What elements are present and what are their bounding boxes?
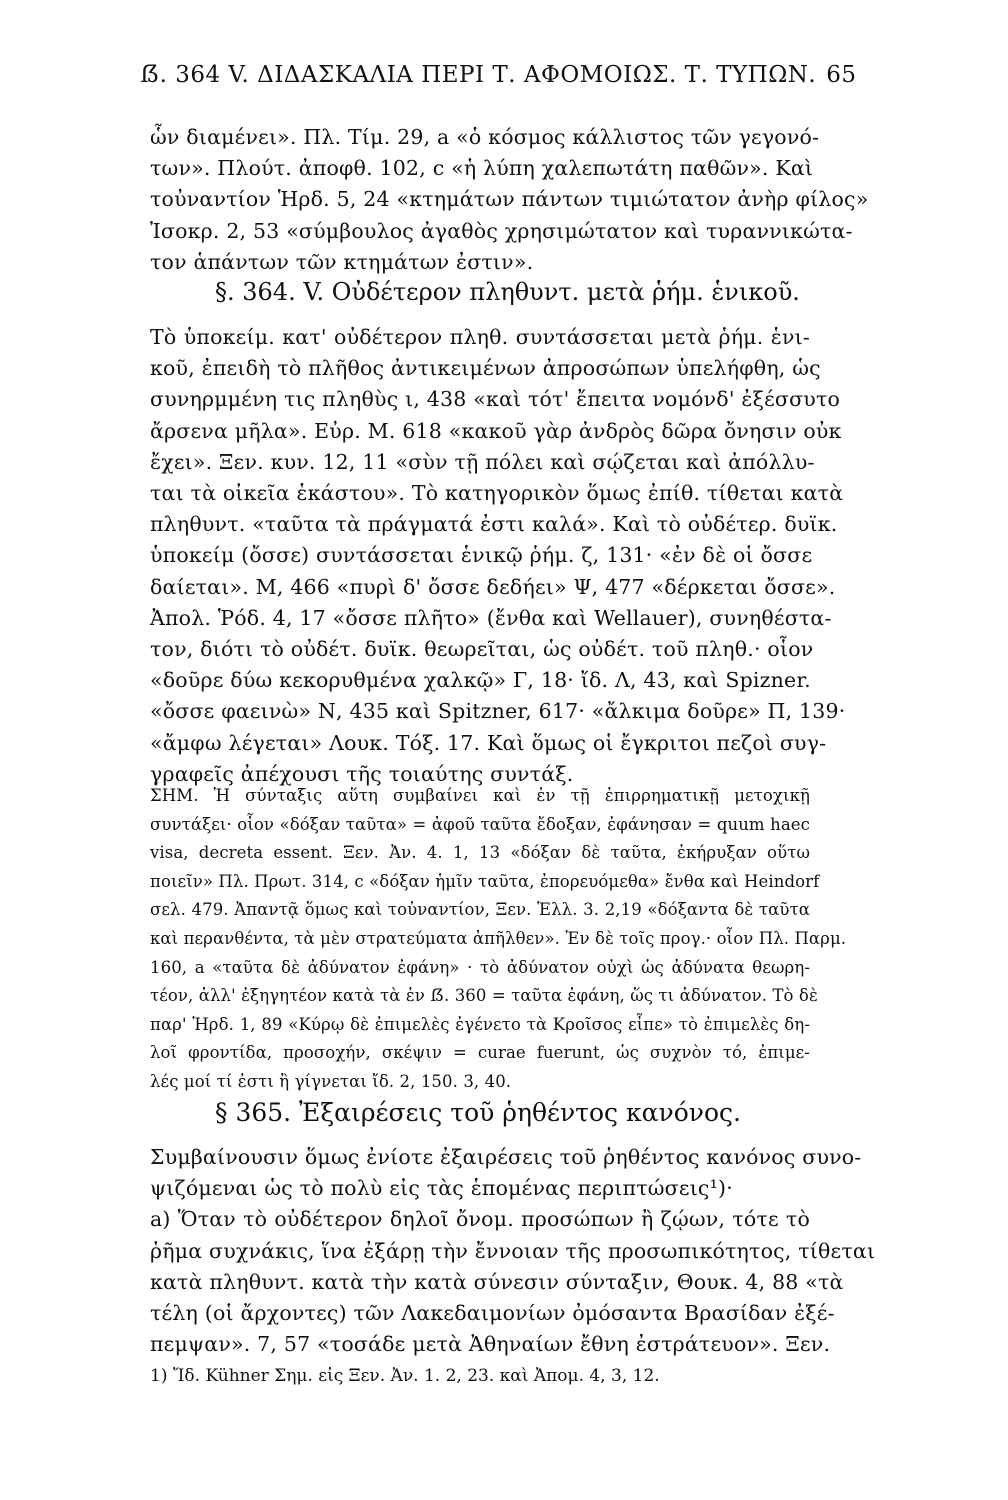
text-line: ῥῆμα συχνάκις, ἵνα ἐξάρῃ τὴν ἔννοιαν τῆς προσωπικότητος, τίθεται	[150, 1238, 876, 1263]
text-line: ψιζόμεναι ὡς τὸ πολὺ εἰς τὰς ἑπομένας περιπτώσεις¹)·	[150, 1176, 733, 1201]
text-line: «ὄσσε φαεινὼ» Ν, 435 καὶ Spitzner, 617· «ἄλκιμα δοῦρε» Π, 139·	[150, 699, 846, 724]
text-line: ὑποκείμ (ὄσσε) συντάσσεται ἑνικῷ ῥήμ. ζ, 131· «ἐν δὲ οἱ ὄσσε	[150, 543, 813, 568]
text-line: κοῦ, ἐπειδὴ τὸ πλῆθος ἀντικειμένων ἀπροσώπων ὑπελήφθη, ὡς	[150, 356, 821, 381]
section-364-heading: §. 364. V. Οὐδέτερον πληθυντ. μετὰ ῥήμ. ἑνικοῦ.	[215, 278, 800, 306]
text-line: ὧν διαμένει». Πλ. Τίμ. 29, a «ὁ κόσμος κάλλιστος τῶν γεγονό-	[150, 125, 820, 149]
intro-paragraph	[150, 122, 869, 278]
text-line: πεμψαν». 7, 57 «τοσάδε μετὰ Ἀθηναίων ἔθνη ἐστράτευον». Ξεν.	[150, 1332, 831, 1357]
note-line: καὶ περανθέντα, τὰ μὲν στρατεύματα ἀπῆλθεν». Ἐν δὲ τοῖς προγ.· οἷον Πλ. Παρμ.	[150, 928, 847, 948]
note-line: λοῖ φροντίδα, προσοχήν, σκέψιν = curae fuerunt, ὡς συχνὸν τό, ἐπιμε-	[150, 1043, 810, 1063]
section-365-heading: § 365. Ἐξαιρέσεις τοῦ ῥηθέντος κανόνος.	[215, 1098, 741, 1127]
text-line: Συμβαίνουσιν ὅμως ἐνίοτε ἐξαιρέσεις τοῦ ῥηθέντος κανόνος συνο-	[150, 1145, 862, 1169]
footnote: 1) Ἴδ. Kühner Σημ. εἰς Ξεν. Ἀν. 1. 2, 23. καὶ Ἀπομ. 4, 3, 12.	[150, 1366, 660, 1386]
note-line: σελ. 479. Ἀπαντᾷ ὅμως καὶ τοὐναντίον, Ξεν. Ἑλλ. 3. 2,19 «δόξαντα δὲ ταῦτα	[150, 900, 810, 920]
running-head-title: ẞ. 364 V. ΔΙΔΑΣΚΑΛΙΑ ΠΕΡΙ Τ. ΑΦΟΜΟΙΩΣ. Τ. ΤΥΠΩΝ.	[140, 62, 817, 88]
note-line: visa, decreta essent. Ξεν. Ἀν. 4. 1, 13 «δόξαν δὲ ταῦτα, ἐκήρυξαν οὕτω	[150, 843, 810, 863]
note-line: παρ' Ἡρδ. 1, 89 «Κύρῳ δὲ ἐπιμελὲς ἐγένετο τὰ Κροῖσος εἶπε» τὸ ἐπιμελὲς δη-	[150, 1014, 810, 1034]
note-line: 160, a «ταῦτα δὲ ἀδύνατον ἐφάνη» · τὸ ἀδύνατον οὐχὶ ὡς ἀδύνατα θεωρη-	[150, 957, 810, 977]
page-number: 65	[826, 62, 857, 88]
text-line: ται τὰ οἰκεῖα ἑκάστου». Τὸ κατηγορικὸν ὅμως ἐπίθ. τίθεται κατὰ	[150, 481, 844, 506]
text-line: Ἀπολ. Ῥόδ. 4, 17 «ὄσσε πλῆτο» (ἔνθα καὶ Wellauer), συνηθέστα-	[150, 605, 832, 630]
text-line: a) Ὅταν τὸ οὐδέτερον δηλοῖ ὄνομ. προσώπων ἢ ζῴων, τότε τὸ	[150, 1207, 810, 1232]
text-line: κατὰ πληθυντ. κατὰ τὴν κατὰ σύνεσιν σύνταξιν, Θουκ. 4, 88 «τὰ	[150, 1269, 844, 1294]
note-line: λές μοί τί ἐστι ἢ γίγνεται ἴδ. 2, 150. 3, 40.	[150, 1071, 512, 1091]
text-line: «δοῦρε δύω κεκορυθμένα χαλκῷ» Γ, 18· ἴδ. Λ, 43, καὶ Spizner.	[150, 668, 811, 693]
running-head	[140, 62, 857, 88]
note-line: ΣΗΜ. Ἡ σύνταξις αὕτη συμβαίνει καὶ ἐν τῇ ἐπιρρηματικῇ μετοχικῇ	[150, 786, 810, 805]
text-line: τέλη (οἱ ἄρχοντες) τῶν Λακεδαιμονίων ὀμόσαντα Βρασίδαν ἐξέ-	[150, 1301, 835, 1326]
note-line: συντάξει· οἷον «δόξαν ταῦτα» = ἀφοῦ ταῦτα ἔδοξαν, ἐφάνησαν = quum haec	[150, 814, 810, 834]
section-365-paragraph	[150, 1142, 876, 1360]
text-line: των». Πλούτ. ἀποφθ. 102, c «ἡ λύπη χαλεπωτάτη παθῶν». Καὶ	[150, 156, 814, 181]
text-line: τοὐναντίον Ἡρδ. 5, 24 «κτημάτων πάντων τιμιώτατον ἀνὴρ φίλος»	[150, 187, 869, 212]
text-line: γραφεῖς ἀπέχουσι τῆς τοιαύτης συντάξ.	[150, 761, 574, 786]
text-line: Τὸ ὑποκείμ. κατ' οὐδέτερον πληθ. συντάσσεται μετὰ ῥήμ. ἑνι-	[150, 325, 810, 349]
note-line: ποιεῖν» Πλ. Πρωτ. 314, c «δόξαν ἡμῖν ταῦτα, ἐπορευόμεθα» ἔνθα καὶ Heindorf	[150, 871, 820, 891]
note-line: τέον, ἀλλ' ἐξηγητέον κατὰ τὰ ἐν ẞ. 360 = ταῦτα ἐφάνη, ὥς τι ἀδύνατον. Τὸ δὲ	[150, 986, 818, 1006]
note-paragraph	[150, 782, 847, 1097]
text-line: τον, διότι τὸ οὐδέτ. δυϊκ. θεωρεῖται, ὡς οὐδέτ. τοῦ πληθ.· οἷον	[150, 637, 814, 662]
text-line: ἄρσενα μῆλα». Εὐρ. Μ. 618 «κακοῦ γὰρ ἀνδρὸς δῶρα ὄνησιν οὐκ	[150, 418, 842, 443]
text-line: τον ἁπάντων τῶν κτημάτων ἐστιν».	[150, 249, 534, 274]
text-line: πληθυντ. «ταῦτα τὰ πράγματά ἐστι καλά». Καὶ τὸ οὐδέτερ. δυϊκ.	[150, 512, 838, 537]
text-line: ἔχει». Ξεν. κυν. 12, 11 «σὺν τῇ πόλει καὶ σῴζεται καὶ ἀπόλλυ-	[150, 449, 815, 474]
text-line: «ἄμφω λέγεται» Λουκ. Τόξ. 17. Καὶ ὅμως οἱ ἔγκριτοι πεζοὶ συγ-	[150, 730, 827, 755]
text-line: δαίεται». Μ, 466 «πυρὶ δ' ὄσσε δεδήει» Ψ, 477 «δέρκεται ὄσσε».	[150, 574, 836, 599]
section-364-paragraph	[150, 322, 846, 790]
text-line: συνηρμμένη τις πληθὺς ι, 438 «καὶ τότ' ἔπειτα νομόνδ' ἐξέσσυτο	[150, 387, 841, 412]
text-line: Ἰσοκρ. 2, 53 «σύμβουλος ἀγαθὸς χρησιμώτατον καὶ τυραννικώτα-	[150, 218, 853, 243]
